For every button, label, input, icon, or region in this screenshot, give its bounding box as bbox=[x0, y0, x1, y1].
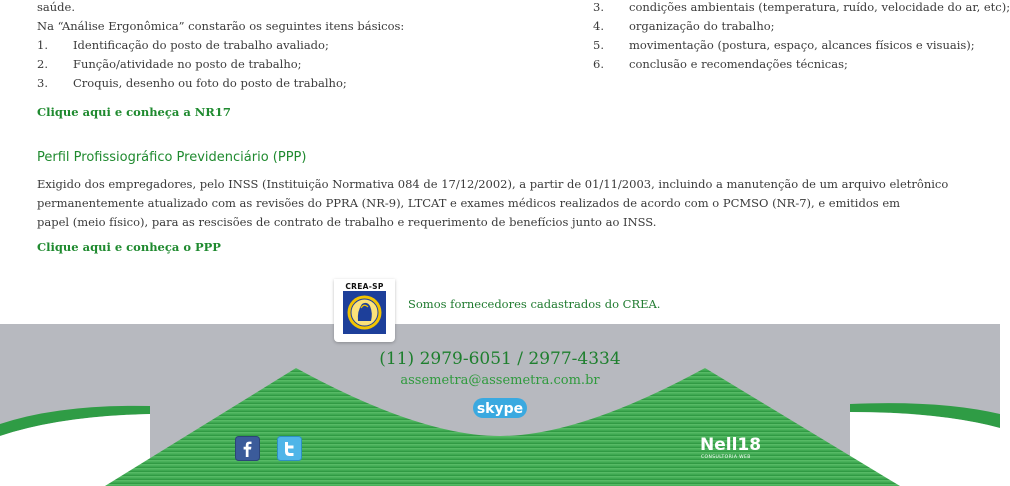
list-number: 2. bbox=[37, 57, 48, 71]
list-label: Identificação do posto de trabalho avaliado; bbox=[73, 38, 329, 52]
list-number: 3. bbox=[37, 76, 48, 90]
list-label: condições ambientais (temperatura, ruído, velocidade do ar, etc); bbox=[629, 0, 1010, 14]
nell18-logo-text: Nell18 bbox=[700, 435, 762, 455]
nell18-logo[interactable] bbox=[699, 430, 762, 460]
crea-seal-icon bbox=[343, 291, 386, 334]
list-number: 3. bbox=[593, 0, 604, 14]
list-label: Função/atividade no posto de trabalho; bbox=[73, 57, 302, 71]
ppp-line: permanentemente atualizado com as revisões do PPRA (NR-9), LTCAT e exames médicos realizados de acordo com o PCMSO (NR-7), e emitidos em bbox=[37, 196, 901, 210]
ppp-line: papel (meio físico), para as rescisões de contrato de trabalho e requerimento de benefícios junto ao INSS. bbox=[37, 215, 657, 229]
ppp-heading: Perfil Profissiográfico Previdenciário (PPP) bbox=[37, 150, 307, 165]
analise-intro: Na “Análise Ergonômica” constarão os seguintes itens básicos: bbox=[37, 19, 405, 33]
skype-icon[interactable] bbox=[472, 397, 528, 419]
nell18-sub-text: CONSULTORIA WEB bbox=[701, 455, 751, 460]
crea-badge-label: CREA-SP bbox=[345, 282, 384, 291]
list-label: Croquis, desenho ou foto do posto de trabalho; bbox=[73, 76, 347, 90]
skype-label: skype bbox=[476, 401, 524, 417]
ppp-paragraph bbox=[37, 175, 949, 232]
email-link[interactable]: assemetra@assemetra.com.br bbox=[400, 373, 600, 388]
facebook-icon[interactable] bbox=[235, 436, 260, 461]
crea-text: Somos fornecedores cadastrados do CREA. bbox=[408, 297, 661, 311]
list-label: movimentação (postura, espaço, alcances físicos e visuais); bbox=[629, 38, 975, 52]
list-number: 6. bbox=[593, 57, 604, 71]
twitter-icon[interactable] bbox=[277, 436, 302, 461]
list-label: organização do trabalho; bbox=[629, 19, 775, 33]
phone-number: (11) 2979-6051 / 2977-4334 bbox=[379, 349, 621, 369]
crea-badge[interactable] bbox=[334, 279, 395, 342]
nr17-link[interactable]: Clique aqui e conheça a NR17 bbox=[37, 105, 231, 119]
list-number: 1. bbox=[37, 38, 48, 52]
list-label: conclusão e recomendações técnicas; bbox=[629, 57, 848, 71]
list-number: 4. bbox=[593, 19, 604, 33]
ppp-link[interactable]: Clique aqui e conheça o PPP bbox=[37, 240, 221, 254]
list-number: 5. bbox=[593, 38, 604, 52]
ppp-line: Exigido dos empregadores, pelo INSS (Instituição Normativa 084 de 17/12/2002), a partir de 01/11/2003, incluindo a manutenção de um arquivo eletrônico bbox=[37, 177, 949, 191]
saude-text: saúde. bbox=[37, 0, 75, 14]
